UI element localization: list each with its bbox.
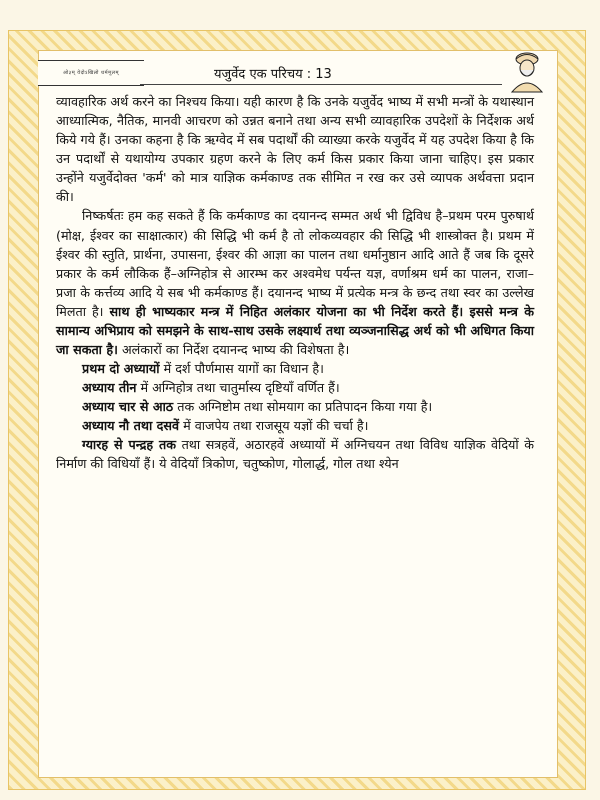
paragraph	[56, 416, 534, 435]
bold-text: साथ ही भाष्यकार मन्त्र में निहित अलंकार योजना का भी निर्देश करते हैं। इससे मन्त्र के सामान्य अभिप्राय को समझने के साथ-साथ उसके लक्ष्यार्थ तथा व्यञ्जनासिद्ध अर्थ को भी अधिगत किया जा सकता है।	[56, 303, 534, 358]
paragraph	[56, 378, 534, 397]
bold-text: प्रथम दो अध्यायों	[82, 361, 160, 377]
paragraph	[56, 435, 534, 473]
paragraph	[56, 397, 534, 416]
paragraph-text: अलंकारों का निर्देश दयानन्द भाष्य की विशेषता है।	[121, 342, 350, 358]
emblem-text: ओ३म् वेदोऽखिलो धर्ममूलम्	[63, 70, 119, 76]
portrait-icon	[506, 46, 548, 94]
paragraph-text: तथा सत्रहवें, अठारहवें अध्यायों में अग्निचयन तथा विविध याज्ञिक वेदियों के निर्माण की विधियाँ हैं। ये वेदियाँ त्रिकोण, चतुष्कोण, गोलार्द्ध, गोल तथा श्येन	[56, 437, 534, 472]
page-title: यजुर्वेद एक परिचय : 13	[214, 67, 332, 82]
paragraph-text: में अग्निहोत्र तथा चातुर्मास्य दृष्टियाँ वर्णित हैं।	[140, 380, 340, 396]
header-emblem	[38, 60, 144, 86]
paragraph	[56, 206, 534, 359]
paragraph	[56, 359, 534, 378]
paragraph-text: में दर्श पौर्णमास यागों का विधान है।	[163, 361, 324, 377]
body-text	[56, 92, 534, 474]
header-rule	[140, 84, 502, 85]
paragraph-text: में वाजपेय तथा राजसूय यज्ञों की चर्चा है।	[183, 418, 369, 434]
paragraph: व्यावहारिक अर्थ करने का निश्चय किया। यही कारण है कि उनके यजुर्वेद भाष्य में सभी मन्त्रों के यथास्थान आध्यात्मिक, नैतिक, मानवी आचरण को उन्नत बनाने तथा अन्य सभी व्यावहारिक उपदेशों के निर्देशक अर्थ किये गये हैं। उनका कहना है कि ऋग्वेद में सब पदार्थों की व्याख्या करके यजुर्वेद में यह उपदेश किया है कि उन पदार्थों से यथायोग्य उपकार ग्रहण करने के लिए कर्म किस प्रकार किया जाना चाहिए। इस प्रकार उन्होंने यजुर्वेदोक्त 'कर्म' को मात्र याज्ञिक कर्मकाण्ड तक सीमित न रख कर उसे व्यापक अर्थवत्ता प्रदान की।	[56, 94, 534, 205]
bold-text: ग्यारह से पन्द्रह तक	[82, 437, 177, 453]
paragraph-text: निष्कर्षतः हम कह सकते हैं कि कर्मकाण्ड का दयानन्द सम्मत अर्थ भी द्विविध है–प्रथम परम पुरुषार्थ (मोक्ष, ईश्वर का साक्षात्कार) की सिद्धि भी कर्म है तो लोकव्यवहार की सिद्धि भी शास्त्रोक्त है। प्रथम में ईश्वर की स्तुति, प्रार्थना, उपासना, ईश्वर की आज्ञा का पालन तथा धर्मानुष्ठान आदि आते हैं जब कि दूसरे प्रकार के कर्म लौकिक हैं–अग्निहोत्र से आरम्भ कर अश्वमेध पर्यन्त यज्ञ, वर्णाश्रम धर्म का पालन, राजा–प्रजा के कर्त्तव्य आदि ये सब भी कर्मकाण्ड हैं। दयानन्द भाष्य में प्रत्येक मन्त्र के छन्द तथा स्वर का उल्लेख मिलता है।	[56, 208, 534, 319]
bold-text: अध्याय नौ तथा दसवें	[82, 418, 180, 434]
bold-text: अध्याय चार से आठ	[82, 399, 174, 415]
bold-text: अध्याय तीन	[82, 380, 137, 396]
paragraph-text: तक अग्निष्टोम तथा सोमयाग का प्रतिपादन किया गया है।	[177, 399, 433, 415]
